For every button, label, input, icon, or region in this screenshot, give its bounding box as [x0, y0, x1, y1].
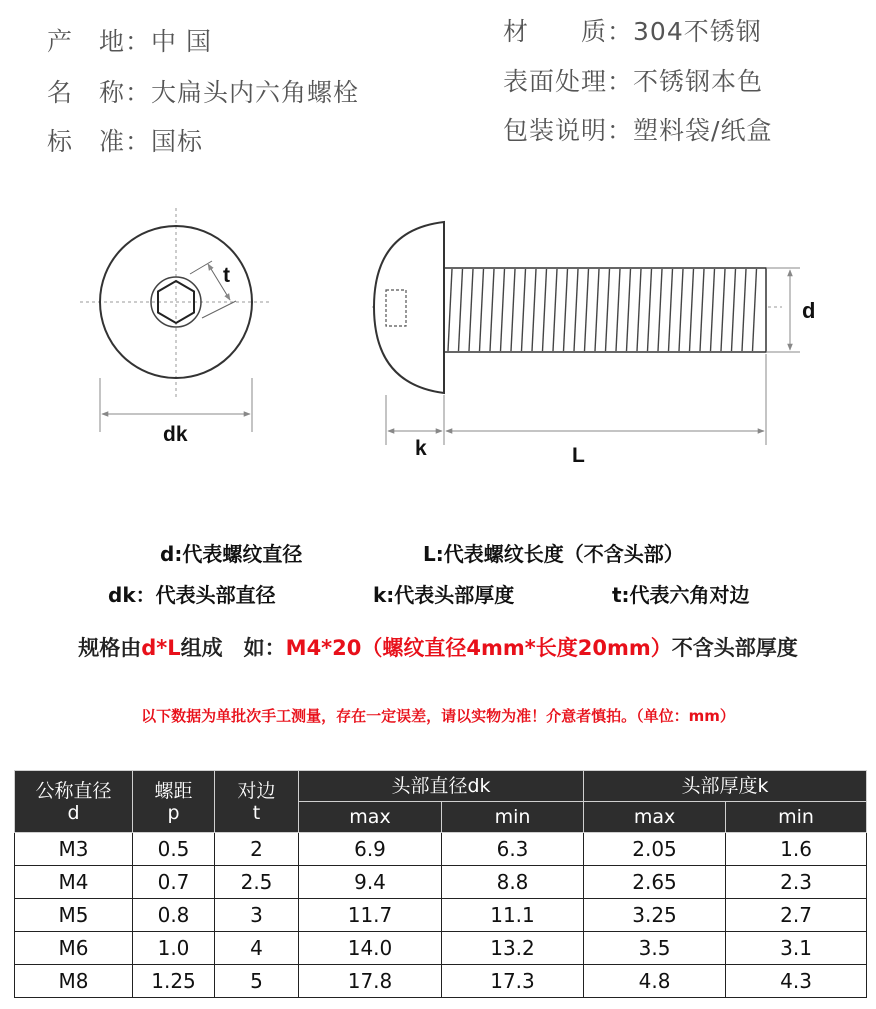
cell-flat: 2 — [215, 833, 299, 866]
header-dk: 头部直径dk — [299, 771, 584, 802]
cell-dk-min: 8.8 — [442, 866, 584, 899]
cell-k-min: 2.3 — [726, 866, 867, 899]
legend-k: k:代表头部厚度 — [373, 583, 515, 607]
legend-d: d:代表螺纹直径 — [160, 542, 303, 566]
cell-dk-max: 6.9 — [299, 833, 442, 866]
cell-k-max: 2.05 — [584, 833, 726, 866]
cell-pitch: 0.8 — [133, 899, 215, 932]
cell-dk-max: 9.4 — [299, 866, 442, 899]
spec-label: 材 质： — [503, 17, 634, 46]
rule-prefix: 规格由 — [78, 636, 142, 660]
spec-value: 塑料袋/纸盒 — [633, 116, 773, 145]
cell-k-min: 1.6 — [726, 833, 867, 866]
cell-dk-min: 13.2 — [442, 932, 584, 965]
header-pitch: 螺距 p — [133, 771, 215, 833]
legend-t: t:代表六角对边 — [612, 583, 750, 607]
table-row — [15, 932, 867, 965]
header-k-min: min — [726, 802, 867, 833]
cell-pitch: 0.5 — [133, 833, 215, 866]
cell-pitch: 1.25 — [133, 965, 215, 998]
cell-nominal: M3 — [15, 833, 133, 866]
cell-dk-min: 17.3 — [442, 965, 584, 998]
measurement-notice: 以下数据为单批次手工测量，存在一定误差，请以实物为准！介意者慎拍。（单位：mm） — [141, 707, 735, 725]
spec-value: 大扁头内六角螺栓 — [151, 78, 360, 107]
spec-value: 不锈钢本色 — [633, 67, 764, 96]
cell-flat: 5 — [215, 965, 299, 998]
spec-value: 国标 — [151, 127, 204, 156]
dome-head — [374, 222, 444, 393]
cell-dk-min: 6.3 — [442, 833, 584, 866]
spec-label: 表面处理： — [503, 67, 634, 96]
cell-nominal: M5 — [15, 899, 133, 932]
cell-flat: 4 — [215, 932, 299, 965]
table-row — [15, 833, 867, 866]
cell-dk-max: 11.7 — [299, 899, 442, 932]
header-k: 头部厚度k — [584, 771, 867, 802]
spec-label: 名 称： — [47, 78, 152, 107]
cell-dk-min: 11.1 — [442, 899, 584, 932]
rule-mid: 组成 如： — [180, 636, 286, 660]
top-view — [80, 208, 272, 446]
cell-pitch: 0.7 — [133, 866, 215, 899]
cell-nominal: M8 — [15, 965, 133, 998]
cell-k-max: 3.25 — [584, 899, 726, 932]
header-flat: 对边 t — [215, 771, 299, 833]
header-k-max: max — [584, 802, 726, 833]
spec-value: 304不锈钢 — [633, 17, 762, 46]
cell-k-min: 3.1 — [726, 932, 867, 965]
cell-flat: 2.5 — [215, 866, 299, 899]
rule-suffix: 不含头部厚度 — [671, 636, 798, 660]
table-row — [15, 866, 867, 899]
label-k: k — [415, 437, 427, 460]
table-row — [15, 965, 867, 998]
cell-flat: 3 — [215, 899, 299, 932]
spec-label: 标 准： — [47, 127, 152, 156]
label-dk: dk — [163, 423, 188, 446]
side-view — [372, 222, 815, 467]
header-dk-max: max — [299, 802, 442, 833]
label-L: L — [572, 444, 585, 467]
cell-k-max: 3.5 — [584, 932, 726, 965]
bolt-diagram — [0, 0, 876, 500]
cell-k-max: 4.8 — [584, 965, 726, 998]
spec-rule — [0, 632, 876, 662]
cell-k-max: 2.65 — [584, 866, 726, 899]
cell-k-min: 2.7 — [726, 899, 867, 932]
spec-label: 包装说明： — [503, 116, 634, 145]
cell-dk-max: 14.0 — [299, 932, 442, 965]
cell-dk-max: 17.8 — [299, 965, 442, 998]
table-row — [15, 899, 867, 932]
cell-k-min: 4.3 — [726, 965, 867, 998]
legend-L: L:代表螺纹长度（不含头部） — [423, 542, 684, 566]
label-t: t — [223, 264, 230, 287]
legend-dk: dk：代表头部直径 — [108, 583, 276, 607]
table-header-row — [15, 771, 867, 802]
header-dk-min: min — [442, 802, 584, 833]
cell-pitch: 1.0 — [133, 932, 215, 965]
rule-example: M4*20（螺纹直径4mm*长度20mm） — [285, 636, 672, 660]
rule-formula: d*L — [141, 636, 181, 660]
cell-nominal: M6 — [15, 932, 133, 965]
size-table — [14, 770, 867, 998]
label-d: d — [802, 298, 816, 323]
spec-value: 中 国 — [151, 27, 212, 56]
cell-nominal: M4 — [15, 866, 133, 899]
header-nominal: 公称直径 d — [15, 771, 133, 833]
spec-label: 产 地： — [47, 27, 152, 56]
